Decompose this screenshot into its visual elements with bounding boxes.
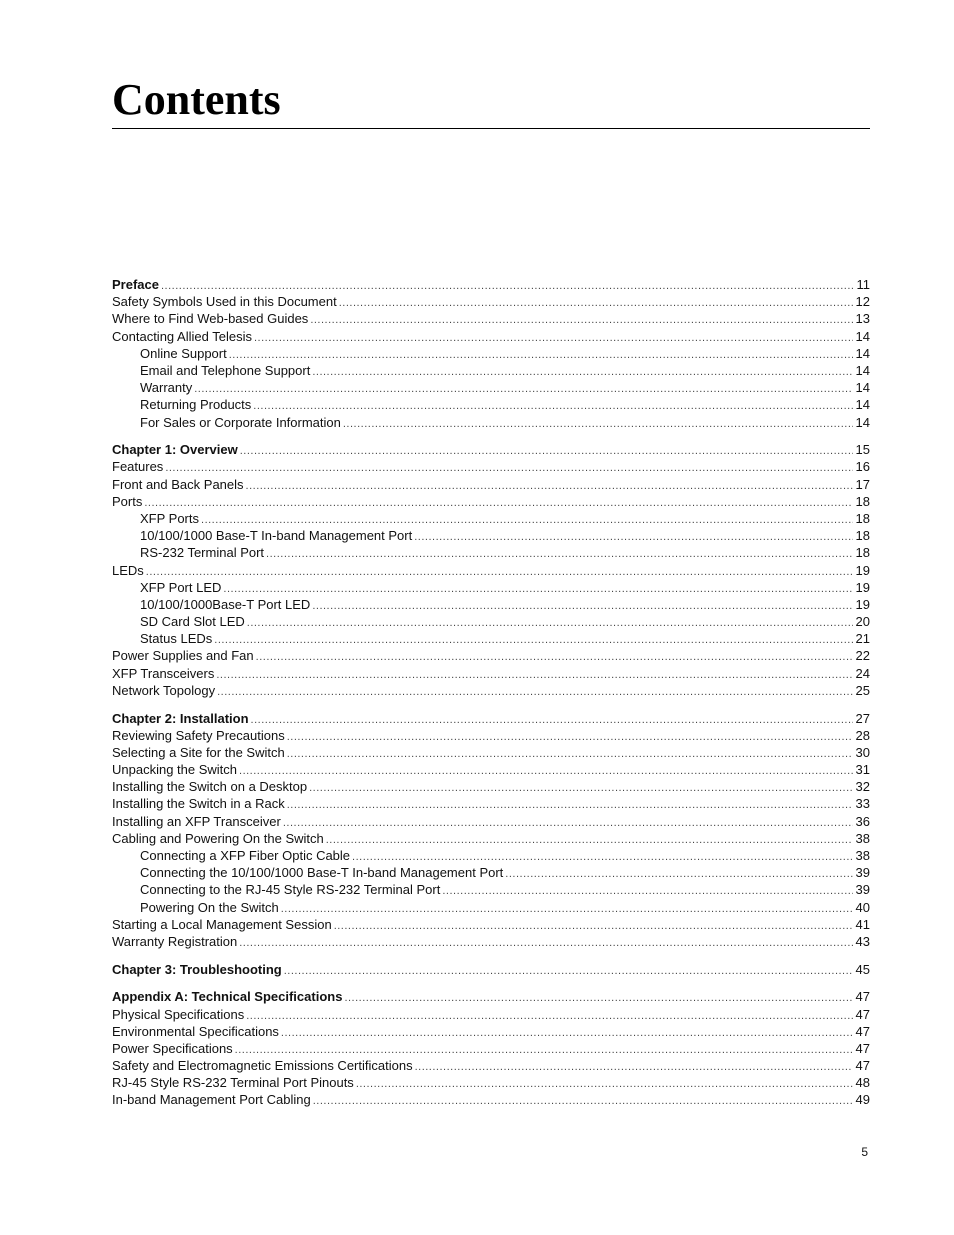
toc-entry-page: 27 (855, 710, 870, 726)
toc-dot-leader (254, 330, 853, 347)
toc-entry-label: Status LEDs (140, 631, 213, 647)
toc-entry[interactable] (112, 414, 870, 431)
toc-entry-page: 49 (855, 1092, 870, 1108)
toc-entry-label: Physical Specifications (112, 1006, 245, 1022)
toc-dot-leader (144, 495, 853, 512)
toc-entry-page: 18 (855, 528, 870, 544)
toc-dot-leader (312, 364, 853, 381)
toc-entry-page: 28 (855, 727, 870, 743)
toc-entry-page: 25 (855, 682, 870, 698)
toc-entry-page: 47 (855, 1040, 870, 1056)
toc-entry-label: RJ-45 Style RS-232 Terminal Port Pinouts (112, 1075, 354, 1091)
toc-entry[interactable] (112, 1006, 870, 1023)
toc-dot-leader (281, 1025, 853, 1042)
toc-entry[interactable] (112, 647, 870, 664)
toc-entry-label: Safety and Electromagnetic Emissions Certifications (112, 1058, 413, 1074)
toc-entry-label: Selecting a Site for the Switch (112, 744, 285, 760)
toc-entry[interactable] (112, 613, 870, 630)
page-number: 5 (861, 1145, 868, 1159)
toc-entry[interactable] (112, 830, 870, 847)
toc-entry-page: 47 (855, 1006, 870, 1022)
toc-entry[interactable] (112, 630, 870, 647)
toc-dot-leader (505, 866, 853, 883)
toc-entry-page: 43 (855, 933, 870, 949)
toc-section (112, 441, 870, 699)
toc-entry-page: 38 (855, 848, 870, 863)
toc-dot-leader (223, 581, 853, 598)
toc-dot-leader (310, 312, 853, 329)
toc-entry-page: 11 (856, 277, 870, 292)
toc-dot-leader (312, 598, 853, 615)
toc-entry-page: 22 (855, 648, 870, 664)
toc-entry-page: 14 (855, 362, 870, 378)
toc-dot-leader (214, 632, 853, 649)
toc-entry[interactable] (112, 362, 870, 379)
toc-entry-label: Chapter 1: Overview (112, 442, 238, 458)
toc-entry-page: 48 (855, 1075, 870, 1091)
toc-dot-leader (287, 746, 853, 763)
toc-dot-leader (256, 649, 853, 666)
toc-entry-label: XFP Ports (140, 510, 200, 526)
toc-section (112, 988, 870, 1108)
toc-entry-label: Appendix A: Technical Specifications (112, 989, 343, 1005)
toc-dot-leader (246, 1008, 853, 1025)
toc-entry-page: 20 (855, 614, 870, 630)
toc-entry-page: 14 (855, 328, 870, 344)
toc-entry-page: 47 (855, 989, 870, 1005)
toc-entry-page: 21 (855, 631, 870, 647)
toc-entry[interactable] (112, 310, 870, 327)
toc-entry-label: Where to Find Web-based Guides (112, 311, 309, 327)
toc-entry-label: Installing an XFP Transceiver (112, 813, 281, 829)
toc-entry-page: 33 (855, 796, 870, 812)
toc-entry[interactable] (112, 1091, 870, 1108)
toc-entry-label: Preface (112, 277, 159, 292)
toc-entry-label: Unpacking the Switch (112, 762, 238, 778)
toc-entry-label: Connecting the 10/100/1000 Base-T In-band Management Port (140, 865, 504, 881)
toc-entry-label: Chapter 3: Troubleshooting (112, 961, 282, 977)
toc-entry-page: 38 (855, 830, 870, 846)
toc-entry[interactable] (112, 510, 870, 527)
toc-dot-leader (309, 780, 853, 797)
toc-entry-label: Cabling and Powering On the Switch (112, 830, 324, 846)
toc-dot-leader (281, 901, 853, 918)
toc-entry[interactable] (112, 847, 870, 864)
toc-entry[interactable] (112, 328, 870, 345)
toc-entry-label: 10/100/1000 Base-T In-band Management Port (140, 528, 413, 544)
toc-entry-page: 45 (855, 961, 870, 977)
toc-entry-label: SD Card Slot LED (140, 614, 245, 630)
toc-entry-label: Safety Symbols Used in this Document (112, 294, 337, 310)
toc-entry-label: Warranty (140, 380, 193, 396)
toc-entry-page: 39 (855, 882, 870, 898)
toc-entry-page: 14 (855, 380, 870, 396)
toc-dot-leader (334, 918, 853, 935)
toc-entry-label: Features (112, 459, 164, 475)
toc-entry-label: Powering On the Switch (140, 899, 279, 915)
toc-entry[interactable] (112, 665, 870, 682)
toc-dot-leader (442, 883, 853, 900)
toc-entry-label: Chapter 2: Installation (112, 710, 249, 726)
toc-dot-leader (287, 797, 853, 814)
title-rule (112, 128, 870, 129)
toc-entry-page: 47 (855, 1058, 870, 1074)
toc-dot-leader (414, 529, 853, 546)
toc-dot-leader (229, 347, 853, 364)
toc-entry-label: RS-232 Terminal Port (140, 545, 265, 561)
toc-dot-leader (326, 832, 853, 849)
toc-dot-leader (246, 478, 853, 495)
toc-entry-label: Network Topology (112, 682, 216, 698)
toc-entry-label: Environmental Specifications (112, 1023, 279, 1039)
toc-entry-label: Returning Products (140, 397, 252, 413)
toc-entry-label: For Sales or Corporate Information (140, 414, 341, 430)
toc-dot-leader (339, 295, 853, 312)
toc-entry-label: Installing the Switch on a Desktop (112, 779, 308, 795)
toc-entry-label: In-band Management Port Cabling (112, 1092, 311, 1108)
toc-entry-page: 31 (855, 762, 870, 778)
toc-entry[interactable] (112, 293, 870, 310)
toc-entry-label: Installing the Switch in a Rack (112, 796, 285, 812)
toc-entry[interactable] (112, 795, 870, 812)
toc-dot-leader (344, 990, 853, 1007)
toc-entry[interactable] (112, 544, 870, 561)
toc-entry-page: 12 (855, 294, 870, 310)
toc-chapter-entry[interactable] (112, 276, 870, 293)
toc-entry-page: 18 (855, 493, 870, 509)
toc-entry-page: 32 (855, 779, 870, 795)
table-of-contents (112, 276, 870, 1119)
toc-entry-label: 10/100/1000Base-T Port LED (140, 596, 311, 612)
toc-entry-page: 15 (855, 442, 870, 458)
toc-section (112, 961, 870, 978)
toc-entry-label: Email and Telephone Support (140, 362, 311, 378)
toc-entry-label: Power Specifications (112, 1040, 233, 1056)
toc-dot-leader (194, 381, 853, 398)
toc-entry-page: 47 (855, 1023, 870, 1039)
toc-entry-label: XFP Port LED (140, 579, 222, 595)
toc-entry-label: Ports (112, 493, 143, 509)
toc-chapter-entry[interactable] (112, 710, 870, 727)
toc-entry[interactable] (112, 596, 870, 613)
toc-entry[interactable] (112, 379, 870, 396)
toc-entry-label: Online Support (140, 345, 227, 361)
toc-entry-page: 19 (855, 562, 870, 578)
toc-entry[interactable] (112, 493, 870, 510)
toc-entry[interactable] (112, 1074, 870, 1091)
toc-dot-leader (240, 443, 853, 460)
toc-chapter-entry[interactable] (112, 988, 870, 1005)
toc-dot-leader (217, 684, 853, 701)
toc-chapter-entry[interactable] (112, 961, 870, 978)
toc-entry[interactable] (112, 579, 870, 596)
toc-section (112, 276, 870, 431)
toc-dot-leader (251, 712, 853, 729)
toc-dot-leader (343, 416, 853, 433)
toc-entry[interactable] (112, 345, 870, 362)
toc-entry-page: 36 (855, 813, 870, 829)
toc-entry-label: Warranty Registration (112, 933, 238, 949)
toc-entry-page: 40 (855, 899, 870, 915)
toc-dot-leader (415, 1059, 853, 1076)
toc-entry[interactable] (112, 727, 870, 744)
toc-entry[interactable] (112, 933, 870, 950)
toc-entry-label: Connecting to the RJ-45 Style RS-232 Terminal Port (140, 882, 441, 898)
toc-entry-label: LEDs (112, 562, 144, 578)
toc-entry[interactable] (112, 562, 870, 579)
toc-entry[interactable] (112, 1040, 870, 1057)
toc-entry-label: Connecting a XFP Fiber Optic Cable (140, 848, 351, 863)
toc-entry[interactable] (112, 916, 870, 933)
toc-entry[interactable] (112, 527, 870, 544)
toc-dot-leader (165, 460, 853, 477)
toc-entry-label: XFP Transceivers (112, 665, 215, 681)
toc-entry[interactable] (112, 682, 870, 699)
toc-entry[interactable] (112, 761, 870, 778)
toc-entry-page: 19 (855, 596, 870, 612)
toc-chapter-entry[interactable] (112, 441, 870, 458)
toc-entry-page: 18 (855, 510, 870, 526)
toc-entry-page: 18 (855, 545, 870, 561)
toc-dot-leader (284, 963, 853, 980)
toc-entry-label: Power Supplies and Fan (112, 648, 254, 664)
toc-entry[interactable] (112, 1023, 870, 1040)
toc-entry[interactable] (112, 881, 870, 898)
toc-entry[interactable] (112, 813, 870, 830)
toc-entry[interactable] (112, 864, 870, 881)
toc-entry-page: 30 (855, 744, 870, 760)
toc-entry-page: 39 (855, 865, 870, 881)
toc-entry-label: Front and Back Panels (112, 476, 244, 492)
toc-entry-page: 14 (855, 414, 870, 430)
toc-dot-leader (239, 935, 853, 952)
toc-section (112, 710, 870, 951)
toc-entry-page: 16 (855, 459, 870, 475)
toc-entry[interactable] (112, 778, 870, 795)
toc-entry-page: 24 (855, 665, 870, 681)
toc-entry-page: 19 (855, 579, 870, 595)
toc-dot-leader (313, 1093, 853, 1110)
toc-entry-page: 17 (855, 476, 870, 492)
toc-entry-label: Reviewing Safety Precautions (112, 727, 285, 743)
toc-dot-leader (283, 815, 853, 832)
toc-dot-leader (247, 615, 853, 632)
toc-entry[interactable] (112, 476, 870, 493)
toc-entry-page: 14 (855, 397, 870, 413)
toc-entry-label: Contacting Allied Telesis (112, 328, 252, 344)
toc-dot-leader (216, 667, 853, 684)
page-title: Contents (112, 75, 281, 124)
toc-entry-page: 13 (855, 311, 870, 327)
toc-entry-page: 41 (855, 916, 870, 932)
toc-dot-leader (266, 546, 853, 563)
toc-entry[interactable] (112, 458, 870, 475)
toc-dot-leader (253, 398, 853, 415)
toc-entry[interactable] (112, 396, 870, 413)
toc-dot-leader (239, 763, 853, 780)
toc-dot-leader (287, 729, 853, 746)
toc-entry-label: Starting a Local Management Session (112, 916, 332, 932)
toc-dot-leader (356, 1076, 853, 1093)
toc-entry[interactable] (112, 1057, 870, 1074)
toc-dot-leader (146, 564, 853, 581)
toc-entry[interactable] (112, 744, 870, 761)
toc-entry-page: 14 (855, 345, 870, 361)
toc-entry[interactable] (112, 899, 870, 916)
